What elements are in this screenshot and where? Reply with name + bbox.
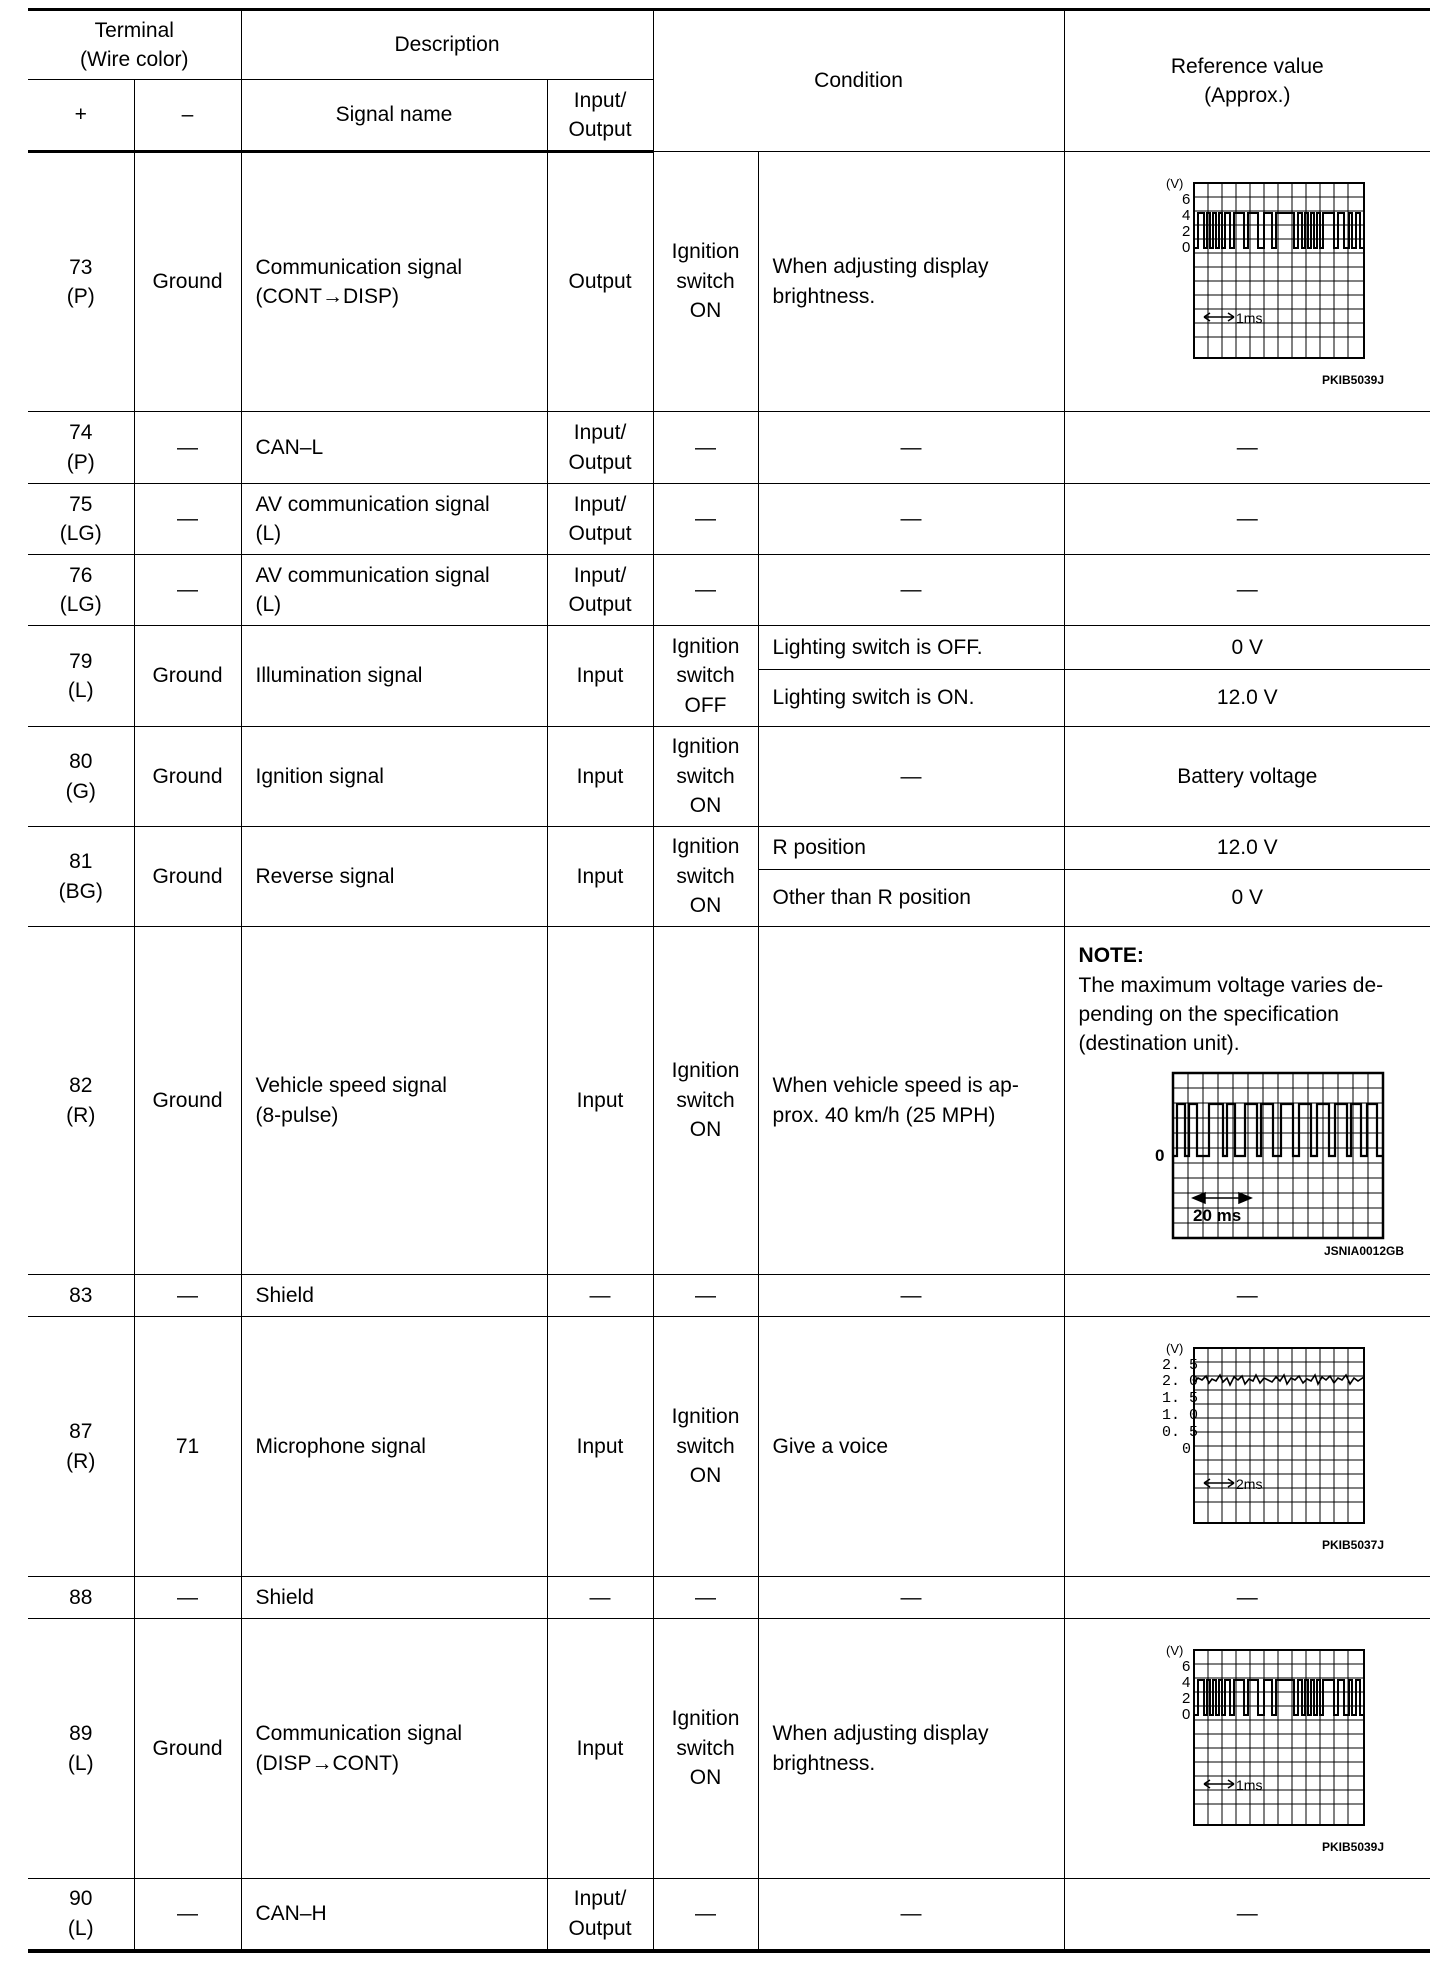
terminal-minus: — xyxy=(134,412,241,484)
table-row xyxy=(28,484,1430,555)
reference-value: 0 V xyxy=(1064,626,1430,670)
time-scale-label: 1ms xyxy=(1236,309,1263,326)
condition-detail: When adjusting display brightness. xyxy=(758,152,1064,412)
waveform-grid xyxy=(1194,1348,1364,1523)
header-terminal: Terminal (Wire color) xyxy=(28,10,241,80)
reference-value: — xyxy=(1064,555,1430,626)
condition-detail: Other than R position xyxy=(758,870,1064,927)
header-signal-name: Signal name xyxy=(241,80,547,152)
terminal-plus: 80 (G) xyxy=(28,727,134,827)
condition: Ignition switch OFF xyxy=(653,626,758,727)
signal-name: Vehicle speed signal (8-pulse) xyxy=(241,927,547,1275)
signal-name: CAN–H xyxy=(241,1879,547,1951)
condition-detail: — xyxy=(758,555,1064,626)
io-type: — xyxy=(547,1275,653,1317)
io-type: Input/ Output xyxy=(547,412,653,484)
terminal-plus: 87 (R) xyxy=(28,1317,134,1577)
terminal-minus: — xyxy=(134,1577,241,1619)
terminal-minus: Ground xyxy=(134,626,241,727)
reference-waveform xyxy=(1064,1619,1430,1879)
figure-code: PKIB5037J xyxy=(1321,1537,1385,1552)
condition-detail: — xyxy=(758,1577,1064,1619)
header-minus: – xyxy=(134,80,241,152)
terminal-minus: — xyxy=(134,555,241,626)
signal-name: Shield xyxy=(241,1275,547,1317)
table-row xyxy=(28,927,1430,1275)
terminal-plus: 74 (P) xyxy=(28,412,134,484)
signal-name: Microphone signal xyxy=(241,1317,547,1577)
reference-value: — xyxy=(1064,1275,1430,1317)
reference-value: 0 V xyxy=(1064,870,1430,927)
figure-code: PKIB5039J xyxy=(1321,372,1385,387)
io-type: Input/ Output xyxy=(547,484,653,555)
condition-detail: — xyxy=(758,1275,1064,1317)
table-row xyxy=(28,1577,1430,1619)
terminal-minus: — xyxy=(134,1275,241,1317)
table-row xyxy=(28,412,1430,484)
reference-note-cell xyxy=(1064,927,1430,1275)
y-tick-label: 2. 5 xyxy=(1162,1356,1199,1374)
terminal-plus: 76 (LG) xyxy=(28,555,134,626)
condition-detail: — xyxy=(758,727,1064,827)
header-condition: Condition xyxy=(653,10,1064,152)
condition: — xyxy=(653,555,758,626)
io-type: Input xyxy=(547,1619,653,1879)
y-tick-label: 2. 0 xyxy=(1162,1372,1199,1390)
condition: Ignition switch ON xyxy=(653,152,758,412)
y-tick-label: 0 xyxy=(1182,1705,1191,1723)
io-type: Input xyxy=(547,626,653,727)
condition: Ignition switch ON xyxy=(653,827,758,927)
terminal-minus: 71 xyxy=(134,1317,241,1577)
y-tick-label: (V) xyxy=(1166,1642,1184,1658)
condition: Ignition switch ON xyxy=(653,927,758,1275)
condition: Ignition switch ON xyxy=(653,1317,758,1577)
terminal-minus: Ground xyxy=(134,927,241,1275)
condition: — xyxy=(653,1879,758,1951)
io-type: Input xyxy=(547,1317,653,1577)
condition-detail: When vehicle speed is ap- prox. 40 km/h (25 MPH) xyxy=(758,927,1064,1275)
signal-name: AV communication signal (L) xyxy=(241,484,547,555)
note-title: NOTE: xyxy=(1078,944,1144,968)
terminal-minus: — xyxy=(134,1879,241,1951)
io-type: Input xyxy=(547,727,653,827)
condition: Ignition switch ON xyxy=(653,727,758,827)
condition: Ignition switch ON xyxy=(653,1619,758,1879)
figure-code: JSNIA0012GB xyxy=(1323,1243,1405,1258)
io-type: Input xyxy=(547,927,653,1275)
terminal-plus: 79 (L) xyxy=(28,626,134,727)
table-row xyxy=(28,727,1430,827)
condition: — xyxy=(653,1275,758,1317)
signal-name: Illumination signal xyxy=(241,626,547,727)
reference-waveform xyxy=(1064,1317,1430,1577)
table-row xyxy=(28,626,1430,670)
waveform-grid xyxy=(1194,183,1364,358)
terminal-plus: 73 (P) xyxy=(28,152,134,412)
reference-value: — xyxy=(1064,484,1430,555)
y-tick-label: 1. 0 xyxy=(1162,1406,1199,1424)
y-tick-label: 4 xyxy=(1182,1673,1191,1691)
condition-detail: — xyxy=(758,412,1064,484)
table-row xyxy=(28,1879,1430,1951)
zero-label: 0 xyxy=(1155,1145,1165,1165)
terminal-minus: Ground xyxy=(134,152,241,412)
terminal-minus: Ground xyxy=(134,1619,241,1879)
table-row xyxy=(28,827,1430,870)
note-text: The maximum voltage varies de- pending on the specification (destination unit). xyxy=(1078,973,1384,1056)
table-row xyxy=(28,1619,1430,1879)
y-tick-label: 6 xyxy=(1182,1657,1191,1675)
reference-value: — xyxy=(1064,1879,1430,1951)
table-row xyxy=(28,555,1430,626)
signal-name: AV communication signal (L) xyxy=(241,555,547,626)
condition: — xyxy=(653,484,758,555)
time-scale-label: 1ms xyxy=(1236,1776,1263,1793)
reference-waveform xyxy=(1064,152,1430,412)
terminal-plus: 90 (L) xyxy=(28,1879,134,1951)
reference-value: — xyxy=(1064,1577,1430,1619)
terminal-plus: 82 (R) xyxy=(28,927,134,1275)
signal-name: Ignition signal xyxy=(241,727,547,827)
time-scale-label: 20 ms xyxy=(1193,1205,1242,1225)
terminal-spec-table xyxy=(28,8,1430,1953)
y-tick-label: 0 xyxy=(1182,238,1191,256)
y-tick-label: 2 xyxy=(1182,222,1191,240)
header-row-1 xyxy=(28,10,1430,80)
condition: — xyxy=(653,1577,758,1619)
io-type: — xyxy=(547,1577,653,1619)
y-tick-label: 1. 5 xyxy=(1162,1389,1199,1407)
io-type: Output xyxy=(547,152,653,412)
condition-detail: Give a voice xyxy=(758,1317,1064,1577)
waveform-grid xyxy=(1194,1650,1364,1825)
header-reference: Reference value (Approx.) xyxy=(1064,10,1430,152)
header-description: Description xyxy=(241,10,653,80)
terminal-plus: 75 (LG) xyxy=(28,484,134,555)
table-row xyxy=(28,1317,1430,1577)
signal-name: CAN–L xyxy=(241,412,547,484)
terminal-minus: — xyxy=(134,484,241,555)
waveform-chart xyxy=(1122,1642,1372,1837)
y-tick-label: 0. 5 xyxy=(1162,1423,1199,1441)
y-tick-label: (V) xyxy=(1166,1340,1184,1356)
signal-name: Shield xyxy=(241,1577,547,1619)
terminal-plus: 89 (L) xyxy=(28,1619,134,1879)
time-scale-label: 2ms xyxy=(1236,1475,1263,1492)
condition-detail: When adjusting display brightness. xyxy=(758,1619,1064,1879)
condition-detail: — xyxy=(758,1879,1064,1951)
signal-name: Reverse signal xyxy=(241,827,547,927)
condition-detail: — xyxy=(758,484,1064,555)
header-plus: + xyxy=(28,80,134,152)
condition-detail: R position xyxy=(758,827,1064,870)
io-type: Input/ Output xyxy=(547,555,653,626)
waveform-chart xyxy=(1122,1340,1372,1535)
terminal-minus: Ground xyxy=(134,827,241,927)
terminal-plus: 83 xyxy=(28,1275,134,1317)
signal-name: Communication signal (CONT→DISP) xyxy=(241,152,547,412)
terminal-minus: Ground xyxy=(134,727,241,827)
y-tick-label: (V) xyxy=(1166,175,1184,191)
reference-value: 12.0 V xyxy=(1064,670,1430,727)
reference-value: Battery voltage xyxy=(1064,727,1430,827)
reference-value: 12.0 V xyxy=(1064,827,1430,870)
reference-value: — xyxy=(1064,412,1430,484)
waveform-chart xyxy=(1111,1071,1391,1241)
terminal-plus: 88 xyxy=(28,1577,134,1619)
waveform-trace xyxy=(1194,213,1364,248)
time-arrow xyxy=(1204,1780,1234,1788)
condition: — xyxy=(653,412,758,484)
table-row xyxy=(28,1275,1430,1317)
time-arrow xyxy=(1204,313,1234,321)
time-arrow xyxy=(1204,1479,1234,1487)
figure-code: PKIB5039J xyxy=(1321,1839,1385,1854)
signal-name: Communication signal (DISP→CONT) xyxy=(241,1619,547,1879)
condition-detail: Lighting switch is ON. xyxy=(758,670,1064,727)
y-tick-label: 4 xyxy=(1182,206,1191,224)
io-type: Input xyxy=(547,827,653,927)
terminal-plus: 81 (BG) xyxy=(28,827,134,927)
table-row xyxy=(28,152,1430,412)
io-type: Input/ Output xyxy=(547,1879,653,1951)
header-io: Input/ Output xyxy=(547,80,653,152)
waveform-trace xyxy=(1194,1680,1364,1715)
y-tick-label: 2 xyxy=(1182,1689,1191,1707)
condition-detail: Lighting switch is OFF. xyxy=(758,626,1064,670)
y-tick-label: 0 xyxy=(1182,1440,1192,1458)
y-tick-label: 6 xyxy=(1182,190,1191,208)
time-arrow xyxy=(1193,1193,1251,1203)
waveform-chart xyxy=(1122,175,1372,370)
